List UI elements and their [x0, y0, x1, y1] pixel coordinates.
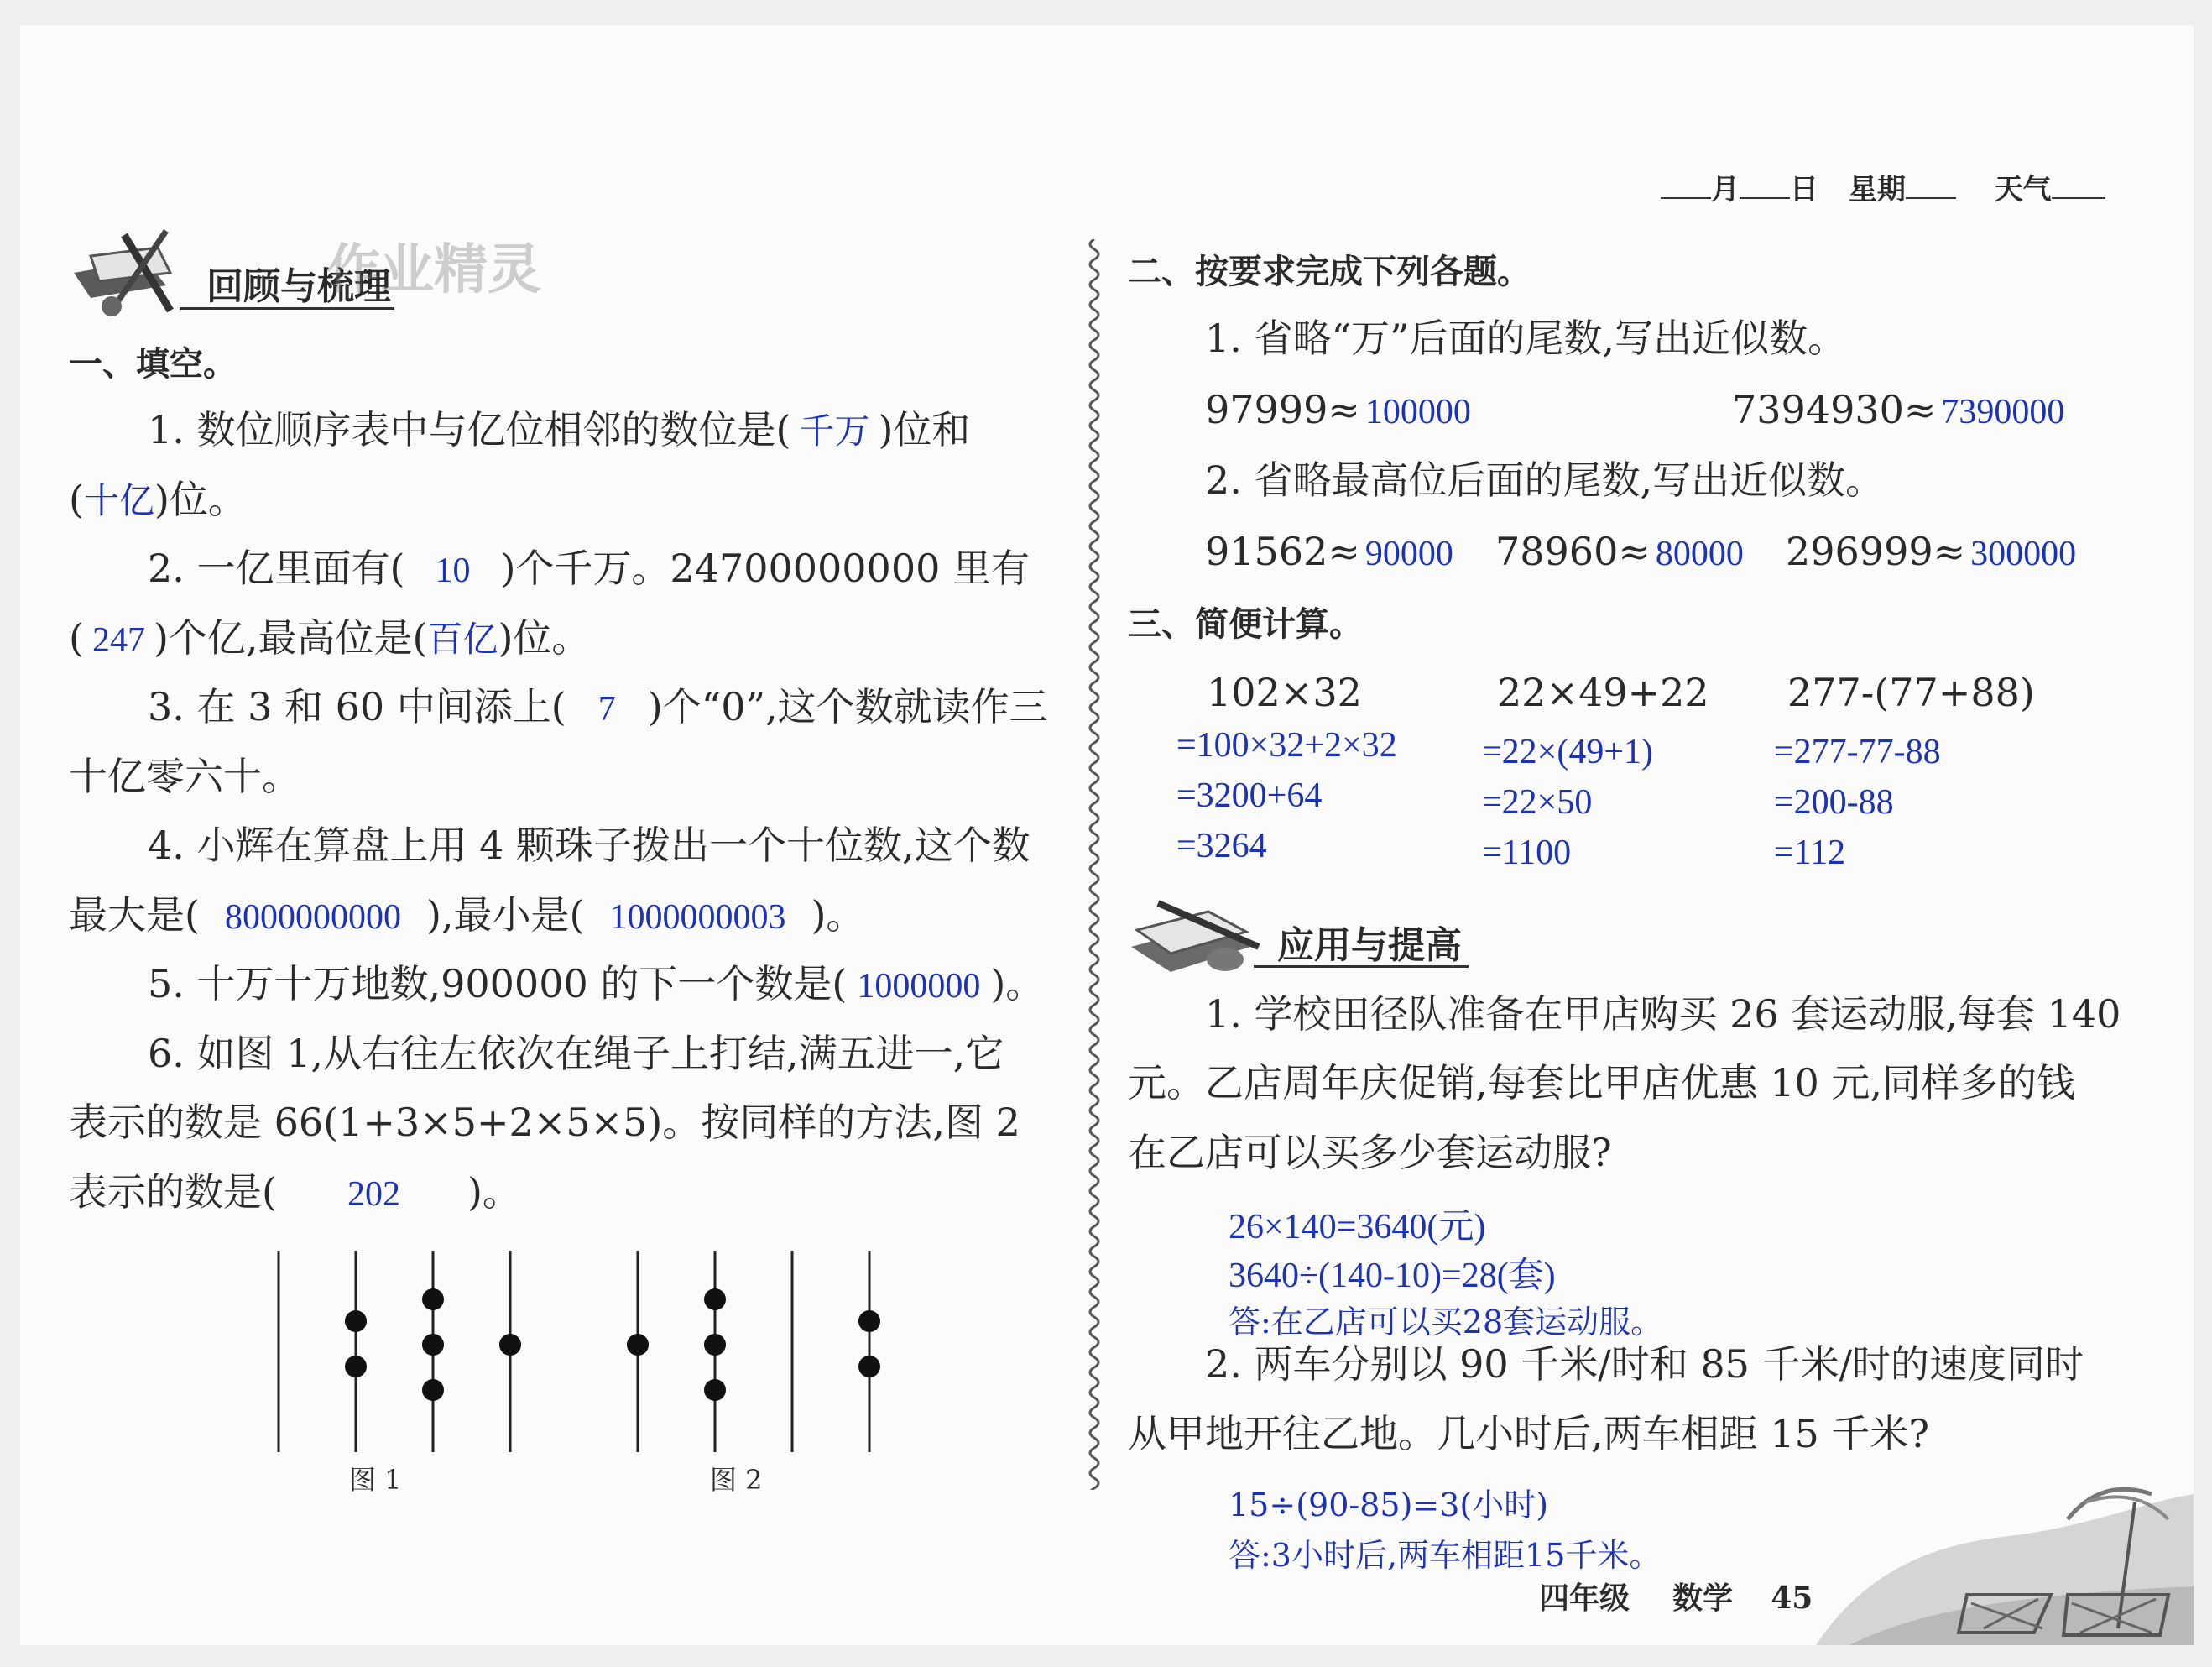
apply-problem-1-line3: 在乙店可以买多少套运动服?	[1128, 1130, 1612, 1175]
calc-3-step-2: =200-88	[1774, 783, 1894, 822]
round-item-4: 78960≈ 80000	[1495, 529, 1744, 574]
round-item-2: 7394930≈ 7390000	[1732, 387, 2065, 432]
part2-question-1: 1. 省略“万”后面的尾数,写出近似数。	[1205, 316, 1847, 361]
footer-grade: 四年级	[1539, 1581, 1630, 1616]
weekday-label: 星期	[1848, 173, 1906, 206]
date-header	[1661, 166, 2105, 207]
figure-2-knots	[627, 1288, 880, 1401]
figure-2-caption: 图 2	[710, 1464, 763, 1496]
beach-illustration	[1816, 1469, 2194, 1645]
calc-1-step-3: =3264	[1176, 827, 1267, 865]
calc-2-step-1: =22×(49+1)	[1482, 733, 1654, 771]
workbook-page	[20, 25, 2194, 1645]
section2-heading: 二、按要求完成下列各题。	[1128, 253, 1531, 291]
apply-2-answer: 答:3小时后,两车相距15千米。	[1229, 1537, 1662, 1574]
answer-q2-c: 百亿	[427, 621, 498, 660]
apply-problem-2: 2. 两车分别以 90 千米/时和 85 千米/时的速度同时	[1205, 1341, 2084, 1387]
figure-1-caption: 图 1	[349, 1464, 402, 1496]
question-4: 4. 小辉在算盘上用 4 颗珠子拨出一个十位数,这个数	[148, 823, 1030, 868]
apply-1-solution-2: 3640÷(140-10)=28(套)	[1229, 1257, 1556, 1295]
question-6: 6. 如图 1,从右往左依次在绳子上打结,满五进一,它	[148, 1031, 1004, 1076]
apply-problem-2-line2: 从甲地开往乙地。几小时后,两车相距 15 千米?	[1128, 1411, 1930, 1456]
watermark: 作业精灵	[326, 239, 541, 301]
apply-problem-1: 1. 学校田径队准备在甲店购买 26 套运动服,每套 140	[1205, 991, 2121, 1037]
figure-1-knots	[345, 1288, 521, 1401]
calc-3-step-3: =112	[1774, 834, 1846, 872]
review-icon	[65, 227, 200, 319]
answer-q2-a: 10	[435, 551, 471, 590]
answer-q3: 7	[597, 690, 616, 729]
figure-1-ropes	[279, 1251, 510, 1452]
part2-question-2: 2. 省略最高位后面的尾数,写出近似数。	[1205, 457, 1885, 503]
calc-1-step-1: =100×32+2×32	[1176, 726, 1397, 765]
calc-3-step-1: =277-77-88	[1774, 733, 1941, 771]
calc-2-step-2: =22×50	[1482, 783, 1593, 822]
apply-1-answer: 答:在乙店可以买28套运动服。	[1229, 1304, 1663, 1340]
answer-q2-b: 247	[91, 621, 145, 660]
answer-q4-max: 8000000000	[224, 898, 401, 937]
apply-title-underline	[1254, 965, 1469, 968]
page-divider	[1084, 239, 1104, 1490]
apply-title: 应用与提高	[1277, 924, 1462, 967]
question-4-line2: 最大是( 8000000000 ),最小是( 1000000003 )。	[69, 892, 865, 938]
answer-q1-b: 十亿	[83, 483, 154, 521]
question-2: 2. 一亿里面有( 10 )个千万。24700000000 里有	[148, 546, 1030, 591]
round-item-3: 91562≈ 90000	[1205, 529, 1453, 574]
question-3: 3. 在 3 和 60 中间添上( 7 )个“0”,这个数就读作三	[148, 684, 1048, 729]
question-5: 5. 十万十万地数,900000 的下一个数是( 1000000 )。	[148, 961, 1045, 1006]
section1-heading: 一、填空。	[69, 345, 237, 384]
answer-q1-a: 千万	[799, 413, 870, 452]
apply-icon	[1124, 888, 1276, 980]
question-6-line3: 表示的数是( 202 )。	[69, 1169, 521, 1215]
calc-2-expr: 22×49+22	[1497, 670, 1709, 715]
day-label: 日	[1790, 173, 1818, 206]
knot-figures	[238, 1225, 977, 1469]
answer-q4-min: 1000000003	[609, 898, 786, 937]
answer-q6: 202	[347, 1175, 400, 1214]
review-title-underline	[180, 307, 394, 310]
answer-q5: 1000000	[857, 967, 981, 1006]
calc-2-step-3: =1100	[1482, 834, 1572, 872]
apply-2-solution: 15÷(90-85)=3(小时)	[1229, 1487, 1549, 1523]
calc-3-expr: 277-(77+88)	[1787, 670, 2035, 715]
page-footer	[1539, 1575, 1813, 1617]
calc-1-step-2: =3200+64	[1176, 776, 1323, 815]
round-item-5: 296999≈ 300000	[1786, 529, 2077, 574]
footer-subject: 数学	[1672, 1581, 1734, 1616]
weather-label: 天气	[1994, 173, 2052, 206]
section3-heading: 三、简便计算。	[1128, 605, 1363, 644]
calc-1-expr: 102×32	[1207, 670, 1362, 715]
apply-problem-1-line2: 元。乙店周年庆促销,每套比甲店优惠 10 元,同样多的钱	[1128, 1060, 2076, 1105]
round-item-1: 97999≈ 100000	[1205, 387, 1471, 432]
question-3-line2: 十亿零六十。	[69, 754, 300, 799]
question-6-line2: 表示的数是 66(1+3×5+2×5×5)。按同样的方法,图 2	[69, 1100, 1020, 1145]
month-label: 月	[1711, 173, 1740, 206]
question-1: 1. 数位顺序表中与亿位相邻的数位是( 千万 )位和	[148, 407, 971, 452]
review-title: 回顾与梳理	[206, 265, 391, 308]
page-number: 45	[1771, 1581, 1813, 1616]
question-1-line2: (十亿)位。	[69, 477, 247, 522]
apply-1-solution-1: 26×140=3640(元)	[1229, 1208, 1486, 1246]
question-2-line2: ( 247 )个亿,最高位是(百亿)位。	[69, 615, 591, 661]
figure-2-ropes	[638, 1251, 869, 1452]
